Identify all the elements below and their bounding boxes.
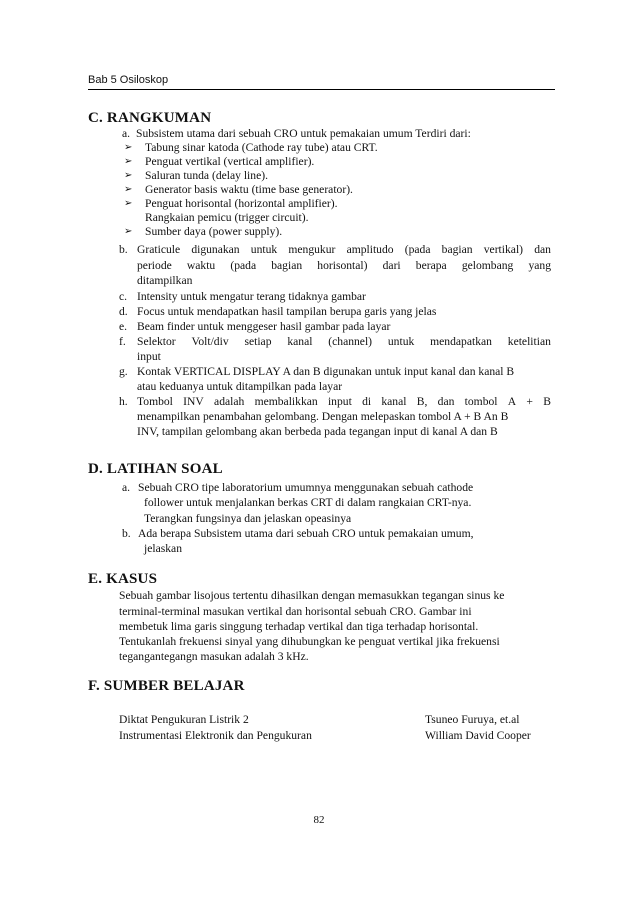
running-header: Bab 5 Osiloskop: [88, 74, 169, 86]
word: dan: [437, 395, 455, 408]
word: digunakan: [191, 243, 240, 256]
word: (pada: [404, 243, 431, 256]
word: ketelitian: [507, 335, 551, 348]
reference-title: Diktat Pengukuran Listrik 2: [119, 713, 249, 726]
word: B: [543, 395, 551, 408]
word: A: [507, 395, 517, 408]
item-c-d-label: d.: [119, 305, 128, 318]
word: yang: [528, 259, 551, 272]
item-d-a-label: a.: [122, 481, 131, 494]
item-c-a-text: Subsistem utama dari sebuah CRO untuk pemakaian umum Terdiri dari:: [136, 127, 471, 140]
word: bagian: [271, 259, 303, 272]
item-d-a-line-1: Sebuah CRO tipe laboratorium umumnya menggunakan sebuah cathode: [138, 481, 474, 494]
word: vertikal): [483, 243, 524, 256]
item-c-h-line-1: [137, 395, 551, 408]
item-c-b-line-1: [137, 243, 551, 256]
item-c-f-line-2: input: [137, 350, 161, 363]
bullet-item: Tabung sinar katoda (Cathode ray tube) atau CRT.: [145, 141, 378, 154]
item-c-e-line-1: Beam finder untuk menggeser hasil gambar pada layar: [137, 320, 391, 333]
word: membalikkan: [254, 395, 318, 408]
case-line: Sebuah gambar lisojous tertentu dihasilkan dengan memasukkan tegangan sinus ke: [119, 589, 505, 602]
reference-author: William David Cooper: [425, 729, 531, 742]
word: amplitudo: [346, 243, 394, 256]
item-c-h-line-3: INV, tampilan gelombang akan berbeda pada tegangan input di kanal A dan B: [137, 425, 498, 438]
arrow-bullet-icon: ➢: [124, 184, 133, 195]
word: INV: [183, 395, 204, 408]
word: +: [526, 395, 533, 408]
word: (channel): [328, 335, 373, 348]
item-c-b-label: b.: [119, 243, 128, 256]
arrow-bullet-icon: ➢: [124, 156, 133, 167]
item-c-f-label: f.: [119, 335, 126, 348]
section-c-heading: C. RANGKUMAN: [88, 110, 212, 126]
word: kanal: [287, 335, 313, 348]
case-line: tegangantegangn masukan adalah 3 kHz.: [119, 650, 309, 663]
word: Graticule: [137, 243, 181, 256]
word: bagian: [441, 243, 473, 256]
item-c-f-line-1: [137, 335, 551, 348]
section-e-heading: E. KASUS: [88, 571, 158, 587]
item-c-e-label: e.: [119, 320, 128, 333]
word: Selektor: [137, 335, 176, 348]
word: kanal: [381, 395, 407, 408]
word: mendapatkan: [430, 335, 492, 348]
arrow-bullet-icon: ➢: [124, 142, 133, 153]
word: Volt/div: [191, 335, 229, 348]
word: waktu: [186, 259, 216, 272]
word: setiap: [244, 335, 272, 348]
word: tombol: [464, 395, 498, 408]
word: berapa: [415, 259, 447, 272]
item-c-h-line-2: menampilkan penambahan gelombang. Dengan melepaskan tombol A + B An B: [137, 410, 509, 423]
item-c-a-label: a.: [122, 127, 131, 140]
item-d-a-line-2: follower untuk menjalankan berkas CRT di dalam rangkaian CRT-nya.: [144, 496, 472, 509]
word: horisontal): [317, 259, 368, 272]
bullet-item: Generator basis waktu (time base generator).: [145, 183, 353, 196]
item-d-b-line-2: jelaskan: [144, 542, 182, 555]
item-d-b-label: b.: [122, 527, 131, 540]
page-number: 82: [313, 814, 325, 826]
arrow-bullet-icon: ➢: [124, 198, 133, 209]
word: mengukur: [288, 243, 336, 256]
item-c-h-label: h.: [119, 395, 128, 408]
item-c-g-line-1: Kontak VERTICAL DISPLAY A dan B digunakan untuk input kanal dan kanal B: [137, 365, 515, 378]
item-c-b-line-2: [137, 259, 551, 272]
bullet-item: Penguat horisontal (horizontal amplifier).: [145, 197, 338, 210]
word: Tombol: [137, 395, 173, 408]
section-f-heading: F. SUMBER BELAJAR: [88, 678, 245, 694]
word: dari: [382, 259, 401, 272]
word: dan: [534, 243, 551, 256]
arrow-bullet-icon: ➢: [124, 170, 133, 181]
word: adalah: [214, 395, 245, 408]
bullet-item: Saluran tunda (delay line).: [145, 169, 268, 182]
header-rule: [88, 89, 555, 90]
word: input: [327, 395, 352, 408]
word: gelombang: [461, 259, 514, 272]
case-line: membetuk lima garis singgung terhadap vertikal dan tiga terhadap horisontal.: [119, 620, 479, 633]
item-c-d-line-1: Focus untuk mendapatkan hasil tampilan berupa garis yang jelas: [137, 305, 437, 318]
item-c-c-line-1: Intensity untuk mengatur terang tidaknya gambar: [137, 290, 366, 303]
bullet-item-continuation: Rangkaian pemicu (trigger circuit).: [145, 211, 309, 224]
word: B,: [416, 395, 428, 408]
item-c-g-line-2: atau keduanya untuk ditampilkan pada layar: [137, 380, 343, 393]
case-line: Tentukanlah frekuensi sinyal yang dihubungkan ke penguat vertikal jika frekuensi: [119, 635, 500, 648]
reference-author: Tsuneo Furuya, et.al: [425, 713, 520, 726]
item-d-a-line-3: Terangkan fungsinya dan jelaskan opeasinya: [144, 512, 352, 525]
case-line: terminal-terminal masukan vertikal dan horisontal sebuah CRO. Gambar ini: [119, 605, 472, 618]
item-d-b-line-1: Ada berapa Subsistem utama dari sebuah CRO untuk pemakaian umum,: [138, 527, 474, 540]
bullet-item: Penguat vertikal (vertical amplifier).: [145, 155, 315, 168]
word: untuk: [387, 335, 415, 348]
bullet-item: Sumber daya (power supply).: [145, 225, 283, 238]
word: di: [362, 395, 372, 408]
reference-title: Instrumentasi Elektronik dan Pengukuran: [119, 729, 312, 742]
item-c-g-label: g.: [119, 365, 128, 378]
item-c-c-label: c.: [119, 290, 128, 303]
section-d-heading: D. LATIHAN SOAL: [88, 461, 223, 477]
word: periode: [137, 259, 172, 272]
arrow-bullet-icon: ➢: [124, 226, 133, 237]
item-c-b-line-3: ditampilkan: [137, 274, 193, 287]
word: (pada: [230, 259, 257, 272]
word: untuk: [250, 243, 278, 256]
